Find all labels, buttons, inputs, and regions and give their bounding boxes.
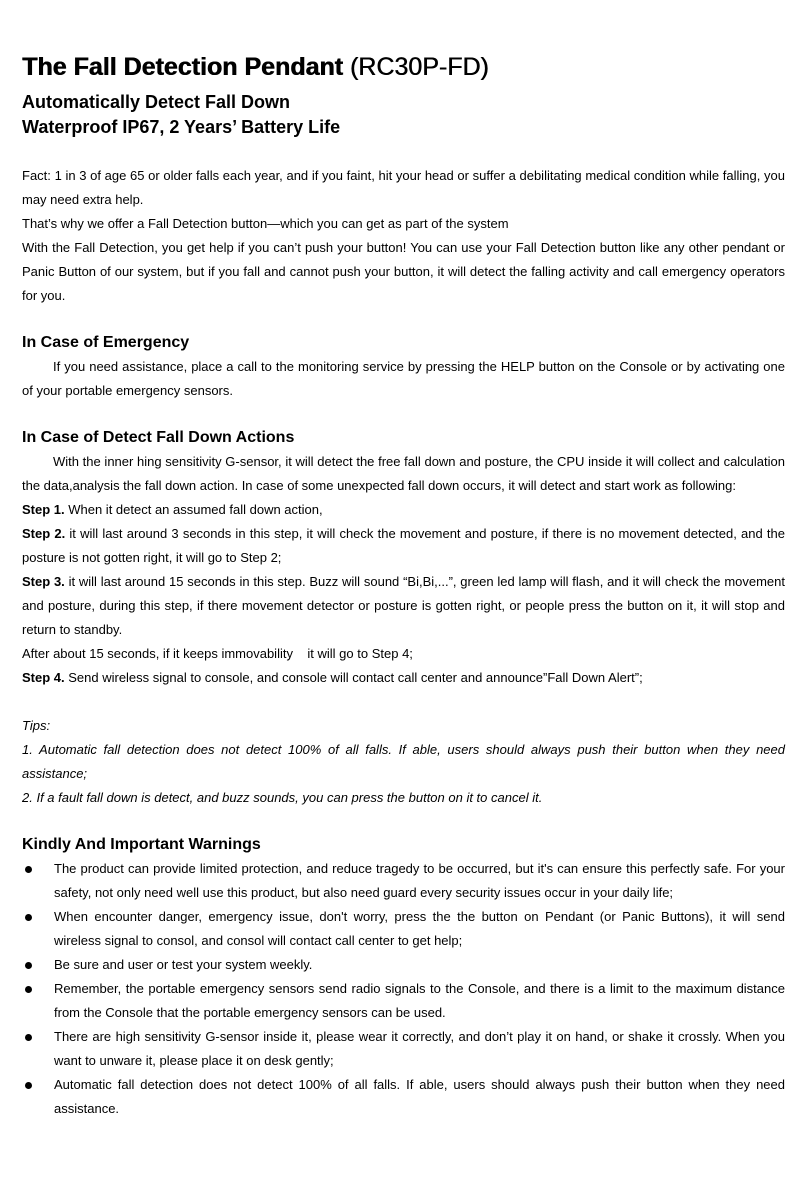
tip-1: 1. Automatic fall detection does not detect 100% of all falls. If able, users should always push their button when they need assistance;: [22, 742, 785, 781]
bullet-icon: [25, 914, 32, 921]
bullet-icon: [25, 962, 32, 969]
list-item: Remember, the portable emergency sensors send radio signals to the Console, and there is a limit to the maximum distance from the Console that the portable emergency sensors can be used.: [22, 977, 785, 1025]
list-item: There are high sensitivity G-sensor inside it, please wear it correctly, and don’t play it on hand, or shake it crossly. When you want to unware it, please place it on desk gently;: [22, 1025, 785, 1073]
intro-paragraph-2: That’s why we offer a Fall Detection button—which you can get as part of the system: [22, 216, 509, 231]
tips-heading: Tips:: [22, 718, 51, 733]
subtitle-line-1: Automatically Detect Fall Down: [22, 92, 291, 112]
emergency-heading: In Case of Emergency: [22, 334, 190, 351]
bullet-icon: [25, 986, 32, 993]
actions-heading: In Case of Detect Fall Down Actions: [22, 429, 295, 446]
step-3: [22, 570, 785, 642]
after-text: After about 15 seconds, if it keeps immovability it will go to Step 4;: [22, 646, 413, 661]
list-item: When encounter danger, emergency issue, don't worry, press the the button on Pendant (or Panic Buttons), it will send wireless signal to consol, and consol will contact call center to get help;: [22, 905, 785, 953]
step-4-label: Step 4.: [22, 670, 65, 685]
step-2: [22, 522, 785, 570]
subtitle: [22, 90, 785, 140]
intro-paragraph-1: Fact: 1 in 3 of age 65 or older falls each year, and if you faint, hit your head or suffer a debilitating medical condition while falling, you may need extra help.: [22, 168, 785, 207]
bullet-icon: [25, 1034, 32, 1041]
bullet-icon: [25, 866, 32, 873]
subtitle-line-2: Waterproof IP67, 2 Years’ Battery Life: [22, 117, 341, 137]
list-item: The product can provide limited protection, and reduce tragedy to be occurred, but it's can ensure this perfectly safe. For your safety, not only need well use this product, but also need guard every security issues occur in your daily life;: [22, 857, 785, 905]
title-main: The Fall Detection Pendant: [22, 53, 343, 81]
intro-section: [22, 164, 785, 308]
step-2-label: Step 2.: [22, 526, 66, 541]
step-4: [22, 666, 785, 690]
list-item: Be sure and user or test your system weekly.: [22, 953, 785, 977]
step-3-text: it will last around 15 seconds in this step. Buzz will sound “Bi,Bi,...”, green led lamp will flash, and it will check the movement and posture, during this step, if there movement detector or posture is gotten right, or people press the button on it, it will stop and return to standby.: [22, 574, 786, 637]
title-model: (RC30P-FD): [349, 53, 489, 81]
tip-2: 2. If a fault fall down is detect, and buzz sounds, you can press the button on it to cancel it.: [22, 790, 543, 805]
warnings-list: [22, 857, 785, 1121]
step-1: [22, 498, 785, 522]
list-item: Automatic fall detection does not detect 100% of all falls. If able, users should always push their button when they need assistance.: [22, 1073, 785, 1121]
emergency-text: If you need assistance, place a call to the monitoring service by pressing the HELP button on the Console or by activating one of your portable emergency sensors.: [22, 359, 785, 398]
step-1-label: Step 1.: [22, 502, 65, 517]
warnings-heading: Kindly And Important Warnings: [22, 836, 261, 853]
tips-section: [22, 714, 785, 810]
actions-intro: With the inner hing sensitivity G-sensor, it will detect the free fall down and posture, the CPU inside it will collect and calculation the data,analysis the fall down action. In case of some unexpected fall down occurs, it will detect and start work as following:: [22, 454, 785, 493]
step-1-text: When it detect an assumed fall down action,: [64, 502, 323, 517]
step-4-text: Send wireless signal to console, and console will contact call center and announce”Fall Down Alert”;: [64, 670, 643, 685]
document-page: [22, 50, 785, 1121]
intro-paragraph-3: With the Fall Detection, you get help if you can’t push your button! You can use your Fall Detection button like any other pendant or Panic Button of our system, but if you fall and cannot push your button, it will detect the falling activity and call emergency operators for you.: [22, 240, 785, 303]
page-title: [22, 50, 785, 84]
step-3-label: Step 3.: [22, 574, 65, 589]
bullet-icon: [25, 1082, 32, 1089]
step-2-text: it will last around 3 seconds in this step, it will check the movement and posture, if there is no movement detected, and the posture is not gotten right, it will go to Step 2;: [22, 526, 785, 565]
